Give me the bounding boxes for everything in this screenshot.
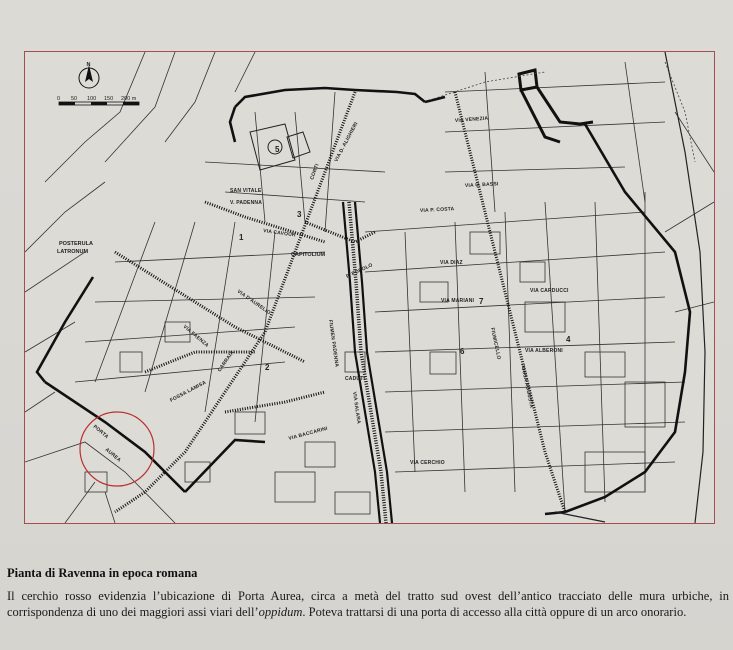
- label-v-padenna: V. PADENNA: [230, 200, 263, 206]
- ancient-tracks: [430, 62, 695, 162]
- north-label: N: [86, 62, 91, 68]
- scale-tick-50: 50: [71, 96, 78, 102]
- label-latronum: LATRONUM: [57, 249, 89, 255]
- map-frame: [24, 51, 715, 524]
- point-2: 2: [265, 363, 270, 372]
- label-via-diaz: VIA DIAZ: [440, 260, 463, 266]
- point-7: 7: [479, 297, 484, 306]
- label-fossa-lamisa: FOSSA LAMISA: [169, 379, 208, 404]
- point-4: 4: [566, 335, 571, 344]
- label-via-venezia: VIA VENEZIA: [454, 115, 489, 124]
- label-via-d-aurelio: VIA D'AURELIO: [235, 288, 272, 317]
- label-fiumen-padenna: FIUMEN PADENNA: [327, 319, 340, 368]
- label-via-salara: VIA SALARA: [351, 391, 362, 425]
- label-via-faenza: VIA FAENZA: [181, 323, 210, 349]
- label-via-cavour: VIA CAVOUR: [262, 228, 297, 239]
- scale-bar: [57, 96, 139, 105]
- fiumen-padenna-river: [343, 202, 392, 523]
- point-3: 3: [297, 210, 302, 219]
- numbered-points: [239, 145, 571, 372]
- street-network: [25, 52, 714, 523]
- caption-body-text-end: . Poteva trattarsi di una porta di accesso alla città oppure di un arco onorario.: [302, 604, 687, 619]
- label-aurea: AUREA: [103, 446, 122, 464]
- label-fossa-augusta: FOSSA AUGUSTA: [519, 363, 535, 409]
- label-capitolium: CAPITOLIUM: [291, 252, 326, 258]
- label-via-corti: CORTI: [309, 163, 321, 181]
- point-1: 1: [239, 233, 244, 242]
- label-via-costa: VIA P. COSTA: [419, 206, 455, 214]
- caption-title: Pianta di Ravenna in epoca romana: [7, 566, 198, 580]
- label-via-mariani: VIA MARIANI: [441, 298, 475, 304]
- label-via-cerchio: VIA CERCHIO: [410, 460, 445, 466]
- caption-body-italic: oppidum: [258, 604, 303, 619]
- label-via-popolo: P. POPOLO: [345, 262, 374, 280]
- label-fiumicello: FIUMICELLO: [489, 327, 502, 361]
- scale-tick-150: 150: [104, 96, 114, 102]
- label-san-vitale: SAN VITALE: [230, 188, 262, 194]
- caption-body: [7, 589, 729, 620]
- north-arrow: [79, 62, 99, 88]
- label-posterula: POSTERULA: [59, 241, 93, 247]
- point-6: 6: [460, 347, 465, 356]
- rocca-fortress: [519, 70, 593, 142]
- label-via-baccarini: VIA BACCARINI: [287, 425, 329, 442]
- point-5: 5: [275, 145, 280, 154]
- label-via-bassi: VIA U. BASSI: [464, 181, 499, 189]
- label-carraia: CARRAIA: [216, 349, 236, 374]
- scale-tick-200: 200 m: [121, 96, 137, 102]
- caption-body-text: Il cerchio rosso evidenzia l’ubicazione di Porta Aurea, circa a metà del tratto sud ovest dell’antico tracciato delle mura urbiche, in corrispondenza di uno dei maggiori assi viari dell’: [7, 589, 729, 619]
- label-porta: PORTA: [91, 423, 110, 441]
- label-via-carducci: VIA CARDUCCI: [530, 288, 569, 294]
- label-via-alberoni: VIA ALBERONI: [525, 348, 563, 354]
- label-via-alighieri: VIA D. ALIGHIERI: [333, 121, 360, 163]
- scale-tick-0: 0: [57, 96, 61, 102]
- san-vitale-complex: [250, 124, 310, 170]
- scale-tick-100: 100: [87, 96, 97, 102]
- label-caduti: CADUTI: [345, 376, 366, 382]
- city-map: [25, 52, 714, 523]
